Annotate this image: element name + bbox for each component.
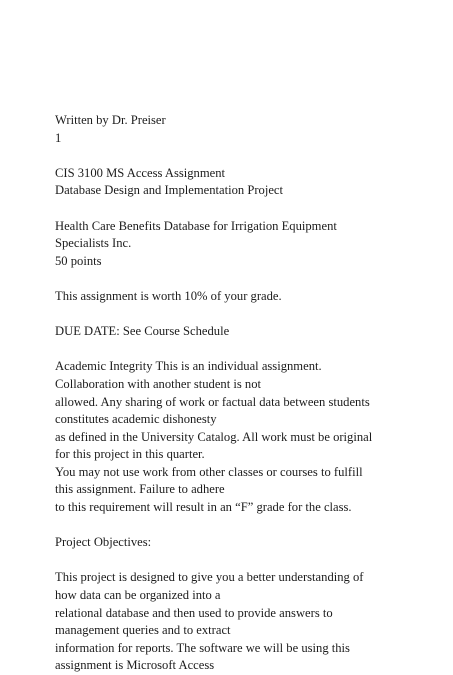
integrity-line: constitutes academic dishonesty [55, 412, 217, 427]
objectives-line: relational database and then used to provide answers to [55, 605, 333, 620]
integrity-line: this assignment. Failure to adhere [55, 482, 225, 497]
integrity-line: for this project in this quarter. [55, 447, 205, 462]
objectives-line: This project is designed to give you a better understanding of [55, 570, 364, 585]
objectives-heading-paragraph [55, 534, 445, 552]
project-name-line: Health Care Benefits Database for Irrigation Equipment [55, 218, 337, 233]
integrity-line: as defined in the University Catalog. All work must be original [55, 429, 373, 444]
objectives-heading: Project Objectives: [55, 535, 152, 550]
project-name-line: Specialists Inc. [55, 236, 132, 251]
grade-weight-paragraph [55, 288, 445, 306]
author-paragraph [55, 112, 445, 147]
integrity-line: Collaboration with another student is not [55, 376, 262, 391]
integrity-line: to this requirement will result in an “F” grade for the class. [55, 500, 352, 515]
due-date-paragraph [55, 323, 445, 341]
course-title: CIS 3100 MS Access Assignment [55, 165, 226, 180]
objectives-line: assignment is Microsoft Access [55, 658, 215, 673]
page-number: 1 [55, 130, 62, 145]
points-line: 50 points [55, 253, 102, 268]
objectives-line: how data can be organized into a [55, 588, 221, 603]
integrity-line: allowed. Any sharing of work or factual data between students [55, 394, 370, 409]
academic-integrity-paragraph [55, 358, 445, 516]
integrity-line: Academic Integrity This is an individual assignment. [55, 359, 322, 374]
objectives-paragraph [55, 569, 445, 675]
author-line: Written by Dr. Preiser [55, 113, 166, 127]
grade-weight-line: This assignment is worth 10% of your grade. [55, 288, 282, 303]
course-title-paragraph [55, 165, 445, 200]
objectives-line: information for reports. The software we will be using this [55, 640, 350, 655]
document-body [55, 112, 445, 675]
integrity-line: You may not use work from other classes or courses to fulfill [55, 464, 363, 479]
project-name-paragraph [55, 218, 445, 271]
project-title: Database Design and Implementation Project [55, 183, 284, 198]
objectives-line: management queries and to extract [55, 623, 231, 638]
due-date-line: DUE DATE: See Course Schedule [55, 324, 230, 339]
